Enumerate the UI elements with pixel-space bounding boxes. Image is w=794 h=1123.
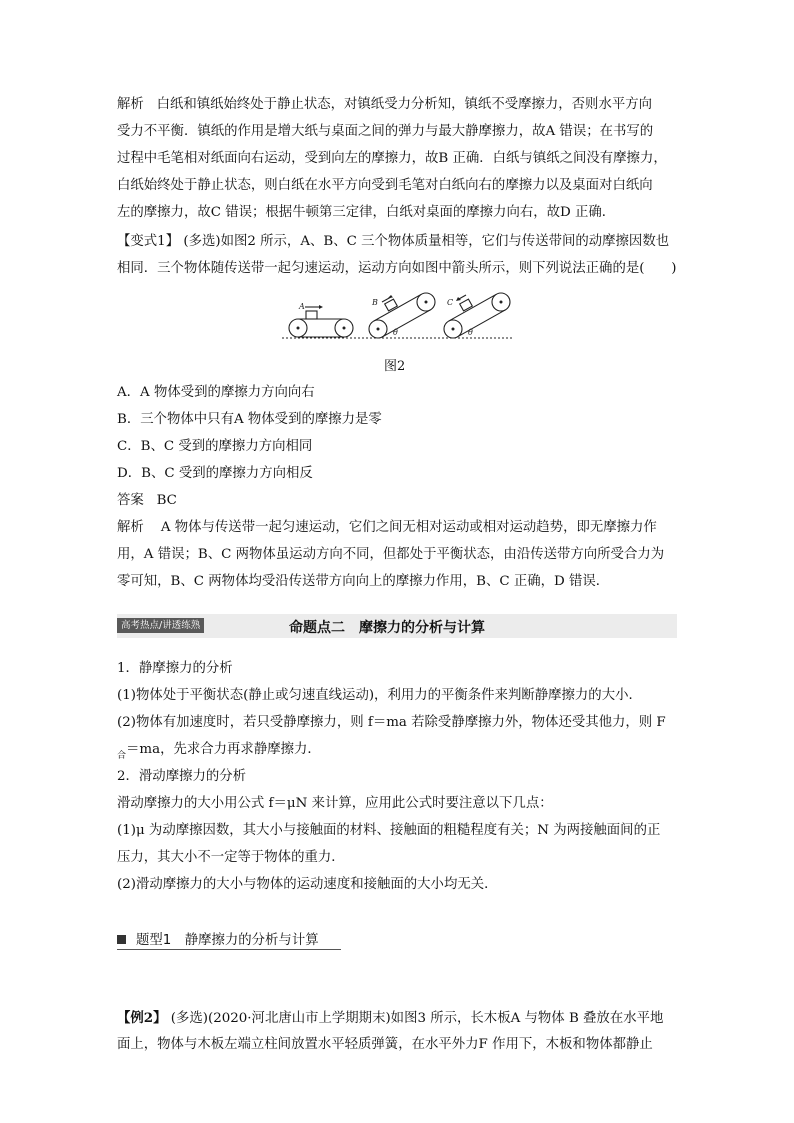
para-3: 滑动摩擦力的大小用公式 f＝μN 来计算，应用此公式时要注意以下几点： xyxy=(117,796,553,811)
analysis1-line-5: 左的摩擦力，故C 错误；根据牛顿第三定律，白纸对桌面的摩擦力向右，故D 正确． xyxy=(117,205,616,220)
analysis1-line-3: 过程中毛笔相对纸面向右运动，受到向左的摩擦力，故B 正确．白纸与镇纸之间没有摩擦力， xyxy=(117,151,667,166)
type-1-underline xyxy=(117,949,341,950)
para-1: (1)物体处于平衡状态(静止或匀速直线运动)，利用力的平衡条件来判断静摩擦力的大小． xyxy=(117,688,642,703)
label-theta-1: θ xyxy=(393,328,398,337)
answer-value: BC xyxy=(156,493,177,508)
analysis2-line-3: 零可知，B、C 两物体均受沿传送带方向向上的摩擦力作用，B、C 正确，D 错误． xyxy=(117,574,610,589)
figure-2-conveyor-belts xyxy=(280,288,515,348)
para-2a: (2)物体有加速度时，若只受静摩擦力，则 f＝ma 若除受静摩擦力外，物体还受其他力，则 F xyxy=(117,715,666,730)
heading-sliding-friction: 2．滑动摩擦力的分析 xyxy=(117,769,247,784)
analysis1-line-1: 解析 白纸和镇纸始终处于静止状态，对镇纸受力分析知，镇纸不受摩擦力，否则水平方向 xyxy=(117,97,653,112)
type-1-heading: 题型1 静摩擦力的分析与计算 xyxy=(117,929,319,948)
example2-line-1: 【例2】 (多选)(2020·河北唐山市上学期期末)如图3 所示，长木板A 与物体 B 叠放在水平地 xyxy=(117,1010,664,1026)
label-theta-2: θ xyxy=(468,328,473,337)
option-d: D．B、C 受到的摩擦力方向相反 xyxy=(117,466,313,481)
heading-static-friction: 1．静摩擦力的分析 xyxy=(117,661,233,676)
label-c: C xyxy=(447,298,454,307)
analysis1-line-2: 受力不平衡．镇纸的作用是增大纸与桌面之间的弹力与最大静摩擦力，故A 错误；在书写的 xyxy=(117,124,654,139)
analysis2-line-1: 解析 A 物体与传送带一起匀速运动，它们之间无相对运动或相对运动趋势，即无摩擦力作 xyxy=(117,520,657,535)
figure-caption: 图2 xyxy=(384,359,406,374)
answer-label: 答案 xyxy=(117,493,144,508)
para-2b: $_合$＝ma，先求合力再求静摩擦力． xyxy=(117,742,321,761)
para-4a: (1)μ 为动摩擦因数，其大小与接触面的材料、接触面的粗糙程度有关；N 为两接触面间的正 xyxy=(117,823,661,838)
analysis-label: 解析 xyxy=(117,97,144,112)
analysis2-line-2: 用，A 错误；B、C 两物体虽运动方向不同，但都处于平衡状态，由沿传送带方向所受合力为 xyxy=(117,547,665,562)
label-a: A xyxy=(299,302,305,311)
example-tag: 【例2】 xyxy=(117,1010,167,1026)
section-tag: 高考热点/讲透练熟 xyxy=(117,618,204,633)
para-5: (2)滑动摩擦力的大小与物体的运动速度和接触面的大小均无关． xyxy=(117,877,498,892)
option-b: B．三个物体中只有A 物体受到的摩擦力是零 xyxy=(117,412,382,427)
analysis-label: 解析 xyxy=(117,520,144,535)
square-bullet-icon xyxy=(117,935,126,944)
answer xyxy=(117,492,177,510)
variant-tag: 【变式1】 xyxy=(117,234,180,249)
subscript-he: 合 xyxy=(117,751,127,761)
section-title: 命题点二 摩擦力的分析与计算 xyxy=(289,620,485,636)
example2-line-2: 面上，物体与木板左端立柱间放置水平轻质弹簧，在水平外力F 作用下，木板和物体都静止 xyxy=(117,1037,653,1052)
para-4b: 压力，其大小不一定等于物体的重力． xyxy=(117,850,345,865)
variant1-line-2: 相同．三个物体随传送带一起匀速运动，运动方向如图中箭头所示，则下列说法正确的是( ) xyxy=(117,261,677,276)
option-a: A．A 物体受到的摩擦力方向向右 xyxy=(117,385,315,400)
analysis1-line-4: 白纸始终处于静止状态，则白纸在水平方向受到毛笔对白纸向右的摩擦力以及桌面对白纸向 xyxy=(117,178,653,193)
option-c: C．B、C 受到的摩擦力方向相同 xyxy=(117,439,313,454)
variant1-line-1: 【变式1】 (多选)如图2 所示，A、B、C 三个物体质量相等，它们与传送带间的动摩擦因数也 xyxy=(117,234,670,249)
section-header xyxy=(117,614,677,638)
label-b: B xyxy=(372,298,378,307)
